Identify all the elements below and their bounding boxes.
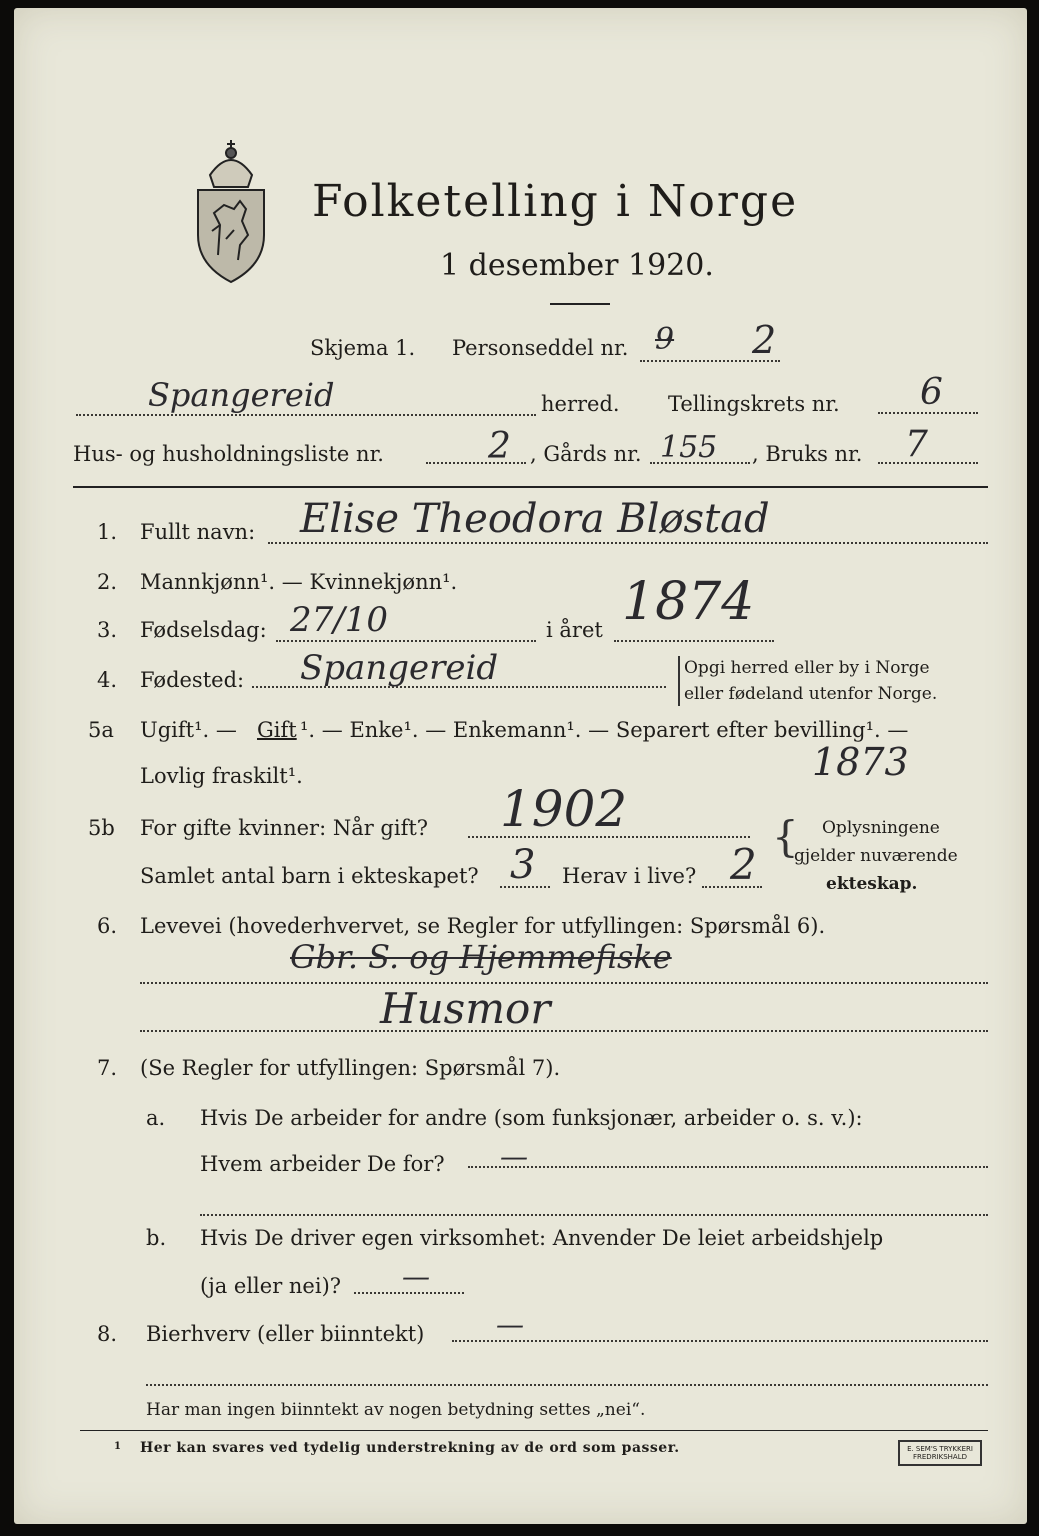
q6-number: 6. bbox=[97, 914, 118, 938]
hus-line bbox=[426, 462, 526, 464]
header-divider bbox=[73, 486, 988, 488]
personseddel-label: Personseddel nr. bbox=[452, 336, 629, 360]
occupation-value: Husmor bbox=[380, 984, 551, 1033]
personseddel-value: 2 bbox=[752, 318, 777, 362]
marriage-note-brace: { bbox=[772, 812, 799, 861]
side-income-value: — bbox=[496, 1308, 524, 1341]
skjema-label: Skjema 1. bbox=[310, 336, 416, 360]
q7b-label: Hvis De driver egen virksomhet: Anvender De leiet arbeidshjelp bbox=[200, 1226, 884, 1250]
q4-label: Fødested: bbox=[140, 668, 245, 692]
hired-help-value: — bbox=[402, 1260, 430, 1293]
alive-line bbox=[702, 886, 762, 888]
birthplace-value: Spangereid bbox=[300, 648, 499, 688]
norwegian-coat-of-arms-icon bbox=[190, 135, 272, 285]
q1-number: 1. bbox=[97, 520, 118, 544]
children-label: Samlet antal barn i ekteskapet? bbox=[140, 864, 479, 888]
handwritten-1873: 1873 bbox=[812, 740, 909, 784]
marriage-note-2: gjelder nuværende bbox=[794, 846, 958, 866]
side-income-line bbox=[452, 1340, 988, 1342]
year-label: i året bbox=[546, 618, 603, 642]
footnote-text: Her kan svares ved tydelig understrekning av de ord som passer. bbox=[140, 1440, 680, 1456]
q7-number: 7. bbox=[97, 1056, 118, 1080]
q7a-letter: a. bbox=[146, 1106, 166, 1130]
q7b-letter: b. bbox=[146, 1226, 167, 1250]
year-line bbox=[614, 640, 774, 642]
q3-label: Fødselsdag: bbox=[140, 618, 267, 642]
birth-date-value: 27/10 bbox=[290, 600, 388, 640]
bruks-label: , Bruks nr. bbox=[752, 442, 863, 466]
marriage-note-3: ekteskap. bbox=[826, 874, 918, 894]
employer-value: — bbox=[500, 1140, 528, 1173]
hired-help-line bbox=[354, 1292, 464, 1294]
tellingskrets-label: Tellingskrets nr. bbox=[668, 392, 840, 416]
full-name-value: Elise Theodora Bløstad bbox=[300, 496, 770, 542]
hus-label: Hus- og husholdningsliste nr. bbox=[73, 442, 384, 466]
title-divider bbox=[550, 303, 610, 305]
birthplace-note-2: eller fødeland utenfor Norge. bbox=[684, 684, 938, 704]
children-value: 3 bbox=[510, 842, 536, 888]
q2-number: 2. bbox=[97, 570, 118, 594]
employer-line bbox=[468, 1166, 988, 1168]
q3-number: 3. bbox=[97, 618, 118, 642]
bruks-line bbox=[878, 462, 978, 464]
occupation-label: Levevei (hovederhvervet, se Regler for utfyllingen: Spørsmål 6). bbox=[140, 914, 826, 938]
occupation-line-1 bbox=[140, 982, 988, 984]
status-ugift: Ugift¹. — bbox=[140, 718, 237, 742]
personseddel-line bbox=[640, 360, 780, 362]
hus-value: 2 bbox=[488, 426, 511, 467]
alive-label: Herav i live? bbox=[562, 864, 697, 888]
herred-line bbox=[76, 414, 536, 416]
tellingskrets-line bbox=[878, 412, 978, 414]
personseddel-struck-value: 9 bbox=[655, 322, 675, 357]
herred-value: Spangereid bbox=[148, 376, 335, 414]
children-line bbox=[500, 886, 550, 888]
census-date: 1 desember 1920. bbox=[440, 248, 714, 283]
herred-label: herred. bbox=[541, 392, 620, 416]
q5b-number: 5b bbox=[88, 816, 115, 840]
q4-number: 4. bbox=[97, 668, 118, 692]
q3-line bbox=[276, 640, 536, 642]
footnote-mark: 1 bbox=[114, 1441, 122, 1452]
q5b-line bbox=[468, 836, 750, 838]
status-gift-underlined: Gift bbox=[257, 718, 297, 742]
marriage-note-1: Oplysningene bbox=[822, 818, 940, 838]
birthplace-brace bbox=[678, 656, 680, 706]
bruks-value: 7 bbox=[905, 424, 928, 465]
q1-line bbox=[268, 542, 988, 544]
gards-line bbox=[650, 462, 750, 464]
q4-line bbox=[252, 686, 666, 688]
q5a-number: 5a bbox=[88, 718, 114, 742]
status-fraskilt: Lovlig fraskilt¹. bbox=[140, 764, 303, 788]
employer-label: Hvem arbeider De for? bbox=[200, 1152, 445, 1176]
occupation-struck-value: Gbr. S. og Hjemmefiske bbox=[290, 938, 672, 976]
status-other-options: ¹. — Enke¹. — Enkemann¹. — Separert efter bevilling¹. — bbox=[300, 718, 909, 742]
birthplace-note-1: Opgi herred eller by i Norge bbox=[684, 658, 930, 678]
q7a-label: Hvis De arbeider for andre (som funksjonær, arbeider o. s. v.): bbox=[200, 1106, 863, 1130]
gards-value: 155 bbox=[660, 430, 718, 465]
gender-options: Mannkjønn¹. — Kvinnekjønn¹. bbox=[140, 570, 458, 594]
gards-label: , Gårds nr. bbox=[530, 442, 642, 466]
tellingskrets-value: 6 bbox=[920, 372, 943, 413]
side-income-note: Har man ingen biinntekt av nogen betydning settes „nei“. bbox=[146, 1400, 646, 1420]
side-income-label: Bierhverv (eller biinntekt) bbox=[146, 1322, 425, 1346]
alive-value: 2 bbox=[730, 840, 757, 889]
married-when-label: For gifte kvinner: Når gift? bbox=[140, 816, 429, 840]
q8-number: 8. bbox=[97, 1322, 118, 1346]
q1-label: Fullt navn: bbox=[140, 520, 256, 544]
birth-year-value: 1874 bbox=[622, 572, 755, 632]
employer-line-2 bbox=[200, 1214, 988, 1216]
hired-help-label: (ja eller nei)? bbox=[200, 1274, 342, 1298]
form-title: Folketelling i Norge bbox=[312, 176, 799, 227]
occupation-line-2 bbox=[140, 1030, 988, 1032]
side-income-line-2 bbox=[146, 1384, 988, 1386]
printer-stamp: E. SEM'S TRYKKERI FREDRIKSHALD bbox=[898, 1440, 982, 1466]
q7-label: (Se Regler for utfyllingen: Spørsmål 7). bbox=[140, 1056, 561, 1080]
married-year-value: 1902 bbox=[500, 780, 628, 838]
footer-divider bbox=[80, 1430, 988, 1431]
